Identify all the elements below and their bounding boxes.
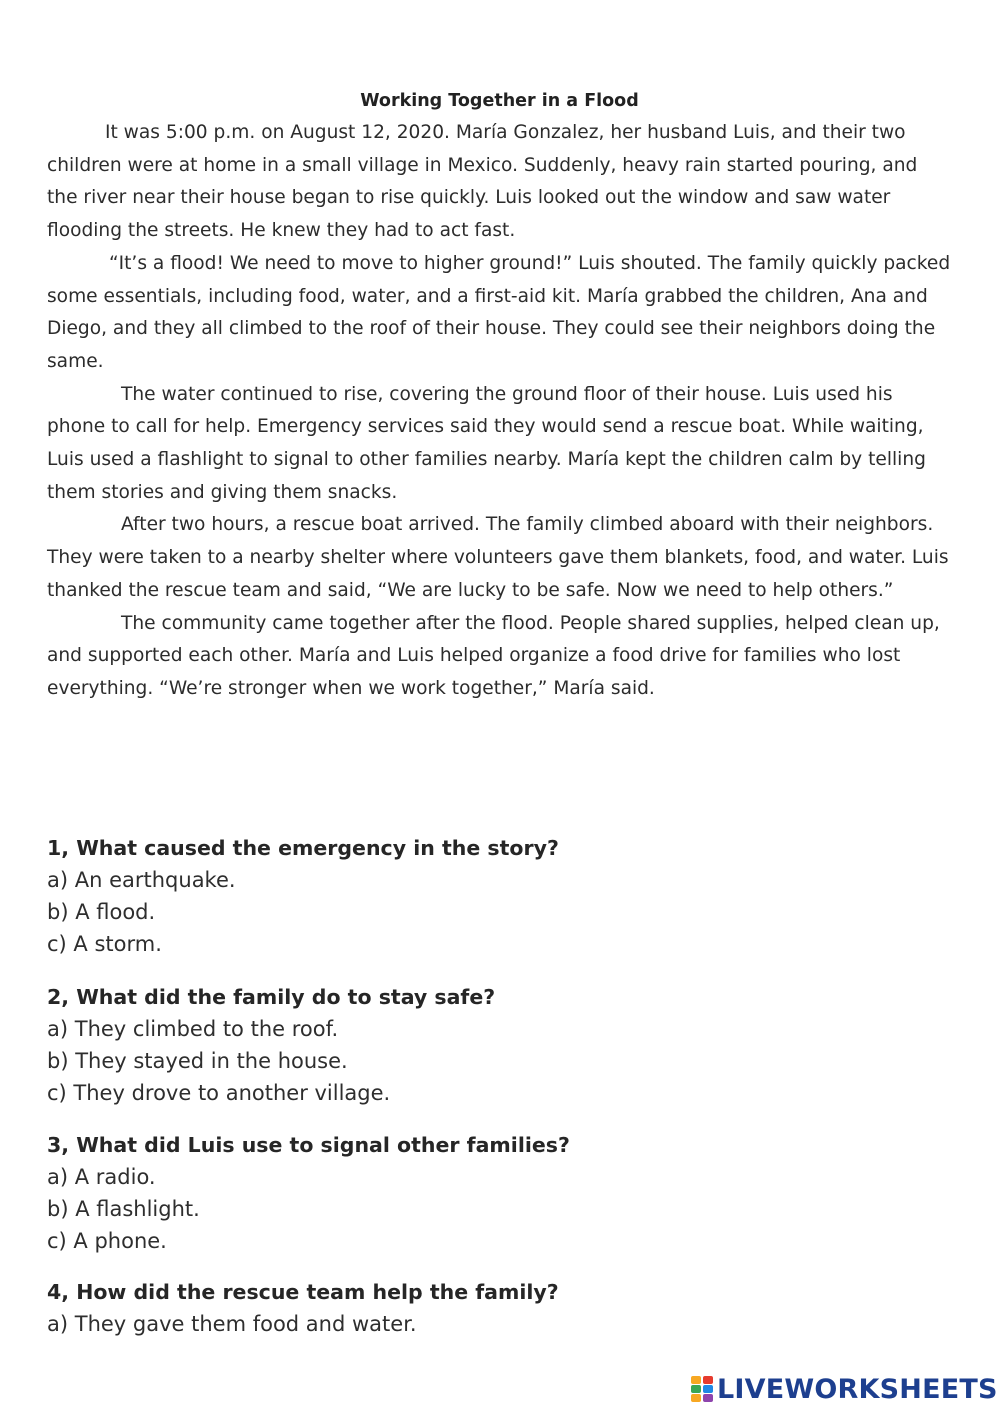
answer-option[interactable]: c) They drove to another village. [47,1081,391,1105]
liveworksheets-logo-icon [691,1376,713,1402]
story-paragraph: The water continued to rise, covering the ground floor of their house. Luis used his phone to call for help. Emergency services said they would send a rescue boat. While waiting, Luis used a flashlight to signal to other families nearby. María kept the children calm by telling them stories and giving them snacks. [47,383,926,503]
story-paragraph: After two hours, a rescue boat arrived. The family climbed aboard with their neighbors. They were taken to a nearby shelter where volunteers gave them blankets, food, and water. Luis thanked the rescue team and said, “We are lucky to be safe. Now we need to help others.” [47,514,949,601]
answer-option[interactable]: a) An earthquake. [47,868,236,892]
question-1 [47,832,947,960]
story-body [47,117,952,706]
answer-option[interactable]: c) A phone. [47,1229,167,1253]
question-text: 1, What caused the emergency in the story? [47,836,559,860]
question-3 [47,1129,947,1257]
answer-option[interactable]: a) A radio. [47,1165,156,1189]
story-title: Working Together in a Flood [360,91,639,111]
story-paragraph: The community came together after the flood. People shared supplies, helped clean up, and supported each other. María and Luis helped organize a food drive for families who lost everything. “We’re stronger when we work together,” María said. [47,612,940,699]
question-text: 3, What did Luis use to signal other families? [47,1133,570,1157]
answer-option[interactable]: a) They climbed to the roof. [47,1017,339,1041]
question-text: 2, What did the family do to stay safe? [47,985,496,1009]
answer-option[interactable]: b) A flashlight. [47,1197,200,1221]
answer-option[interactable]: b) They stayed in the house. [47,1049,348,1073]
story-paragraph: “It’s a flood! We need to move to higher ground!” Luis shouted. The family quickly packed some essentials, including food, water, and a first-aid kit. María grabbed the children, Ana and Diego, and they all climbed to the roof of their house. They could see their neighbors doing the same. [47,252,951,372]
question-2 [47,981,947,1109]
answer-option[interactable]: b) A flood. [47,900,156,924]
answer-option[interactable]: c) A storm. [47,932,162,956]
question-4 [47,1276,947,1340]
story-paragraph: It was 5:00 p.m. on August 12, 2020. María Gonzalez, her husband Luis, and their two children were at home in a small village in Mexico. Suddenly, heavy rain started pouring, and the river near their house began to rise quickly. Luis looked out the window and saw water flooding the streets. He knew they had to act fast. [47,122,918,242]
question-text: 4, How did the rescue team help the family? [47,1280,559,1304]
brand-name: LIVEWORKSHEETS [717,1373,998,1405]
answer-option[interactable]: a) They gave them food and water. [47,1312,417,1336]
liveworksheets-brand[interactable] [691,1373,998,1405]
